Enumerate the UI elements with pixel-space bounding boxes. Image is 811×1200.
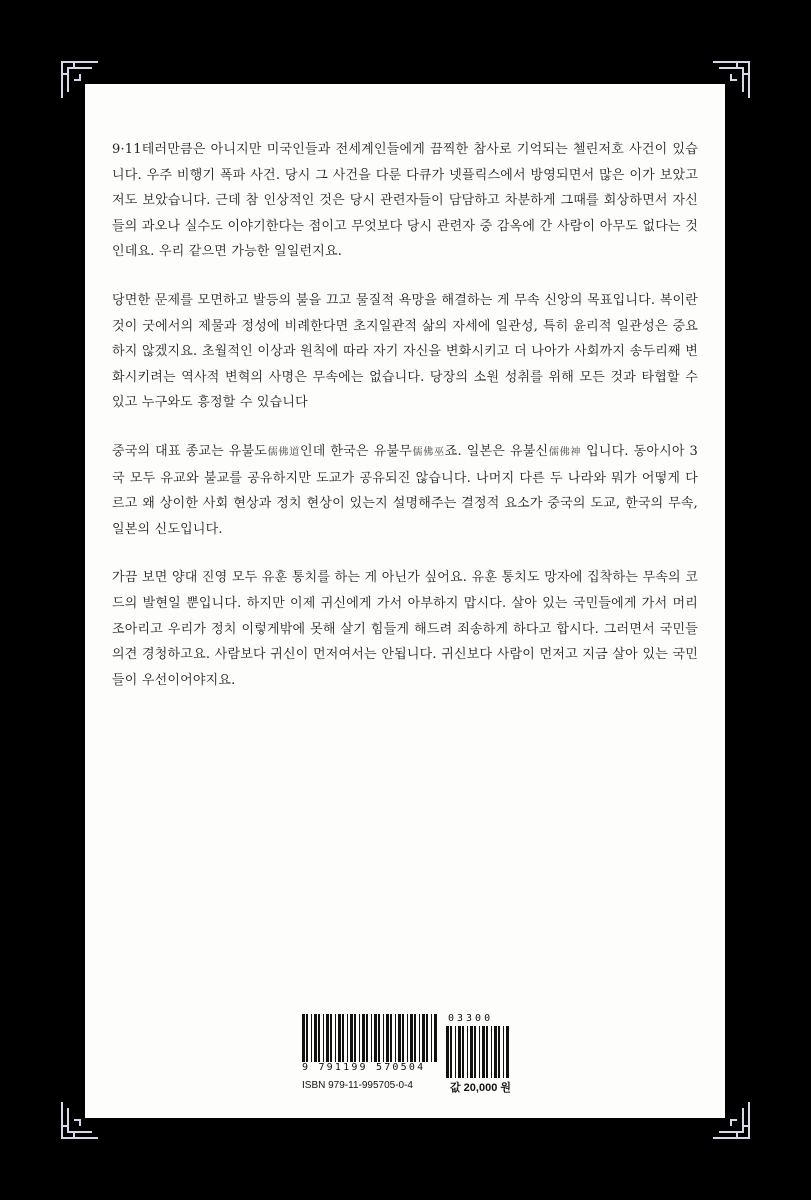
barcode-bar (434, 1014, 437, 1062)
barcode-digits: 9 791199 570504 (302, 1062, 426, 1073)
barcode-addon-digits: 03300 (448, 1013, 494, 1024)
corner-ornament-bottom-left-icon (60, 1100, 100, 1140)
barcode-bar (302, 1014, 305, 1062)
isbn-barcode (300, 1012, 530, 1092)
barcode-bar (306, 1014, 308, 1062)
barcode-bar (407, 1014, 408, 1062)
barcode-bar (431, 1014, 432, 1062)
corner-ornament-top-right-icon (711, 60, 751, 100)
barcode-bar (470, 1026, 473, 1078)
hanja-yubulsin: 儒佛神 (548, 446, 582, 458)
barcode-bar (462, 1026, 464, 1078)
barcode-bar (318, 1014, 320, 1062)
corner-ornament-top-left-icon (60, 60, 100, 100)
barcode-bar (467, 1026, 468, 1078)
barcode-bar (335, 1014, 336, 1062)
barcode-bar (374, 1014, 377, 1062)
barcode-bar (366, 1014, 368, 1062)
barcode-bar (342, 1014, 344, 1062)
barcode-bar (422, 1014, 425, 1062)
back-cover-text (112, 137, 698, 693)
paragraph-shamanism-goal: 당면한 문제를 모면하고 발등의 불을 끄고 물질적 욕망을 해결하는 게 무속 신앙의 목표입니다. 복이란 것이 굿에서의 제물과 정성에 비례한다면 초지일관적 삶의 자세에 일관성, 특히 윤리적 일관성은 중요하지 않겠지요. 초월적인 이상과 원칙에 따라 자기 자신을 변화시키고 더 나아가 사회까지 송두리째 변화시키려는 역사적 변혁의 사명은 무속에는 없습니다. 당장의 소원 성취를 위해 모든 것과 타협할 수 있고 누구와도 흥정할 수 있습니다 (112, 292, 698, 411)
barcode-bar (506, 1026, 509, 1078)
barcode-bar (383, 1014, 384, 1062)
barcode-bar (311, 1014, 312, 1062)
barcode-bar (390, 1014, 392, 1062)
paragraph-east-asia-religions (112, 439, 698, 542)
barcode-bar (350, 1014, 353, 1062)
barcode-bar (486, 1026, 488, 1078)
hanja-yubulmu: 儒佛巫 (411, 446, 445, 458)
barcode-bar (503, 1026, 504, 1078)
barcode-bar (482, 1026, 485, 1078)
barcode-bar (479, 1026, 480, 1078)
barcode-bar (359, 1014, 360, 1062)
barcode-bar (371, 1014, 372, 1062)
corner-ornament-bottom-right-icon (711, 1100, 751, 1140)
barcode-bar (450, 1026, 452, 1078)
barcode-bar (330, 1014, 332, 1062)
barcode-bar (326, 1014, 329, 1062)
barcode-bar (458, 1026, 461, 1078)
barcode-bar (386, 1014, 389, 1062)
paragraph-3-part-d: 입니다. 동아시아 3국 모두 유교와 불교를 공유하지만 도교가 공유되진 않습니다. 나머지 다른 두 나라와 뭐가 어떻게 다르고 왜 상이한 사회 현상과 정치 현상이 있는지 설명해주는 결정적 요소가 중국의 도교, 한국의 무속, 일본의 신도입니다. (112, 443, 698, 537)
barcode-bar (362, 1014, 365, 1062)
paragraph-3-part-b: 인데 한국은 유불무 (299, 443, 412, 459)
barcode-bar (446, 1026, 449, 1078)
barcode-bar (323, 1014, 324, 1062)
barcode-bar (395, 1014, 396, 1062)
barcode-bar (498, 1026, 500, 1078)
barcode-bar (414, 1014, 416, 1062)
paragraph-3-part-c: 죠. 일본은 유불신 (444, 443, 549, 459)
barcode-bar (354, 1014, 356, 1062)
paragraph-legacy-rule: 가끔 보면 양대 진영 모두 유훈 통치를 하는 게 아닌가 싶어요. 유훈 통치도 망자에 집착하는 무속의 코드의 발현일 뿐입니다. 하지만 이제 귀신에게 가서 아부하지 맙시다. 살아 있는 국민들에게 가서 머리 조아리고 우리가 정치 이렇게밖에 못해 살기 힘들게 해드려 죄송하게 하다고 합시다. 그러면서 국민들 의견 경청하고요. 사람보다 귀신이 먼저여서는 안됩니다. 귀신보다 사람이 먼저고 지금 살아 있는 국민들이 우선이어야지요. (112, 570, 698, 688)
barcode-bar (347, 1014, 348, 1062)
barcode-bar (410, 1014, 413, 1062)
barcode-bar (419, 1014, 420, 1062)
barcode-bar (474, 1026, 476, 1078)
barcode-bar (398, 1014, 401, 1062)
barcode-bar (494, 1026, 497, 1078)
paragraph-challenger: 9·11테러만큼은 아니지만 미국인들과 전세계인들에게 끔찍한 참사로 기억되는 첼린저호 사건이 있습니다. 우주 비행기 폭파 사건. 당시 그 사건을 다룬 다큐가 넷플릭스에서 방영되면서 많은 이가 보았고 저도 보았습니다. 근데 참 인상적인 것은 당시 관련자들이 담담하고 차분하게 그때를 회상하면서 자신들의 과오나 실수도 이야기한다는 점이고 무엇보다 당시 관련자 중 감옥에 간 사람이 아무도 없다는 것인데요. 우리 같으면 가능한 일일런지요. (112, 142, 698, 260)
isbn-number: ISBN 979-11-995705-0-4 (302, 1080, 413, 1091)
barcode-bar (455, 1026, 456, 1078)
barcode-bar (491, 1026, 492, 1078)
barcode-bar (338, 1014, 341, 1062)
barcode-bar (314, 1014, 317, 1062)
paragraph-3-part-a: 중국의 대표 종교는 유불도 (112, 443, 268, 459)
barcode-bar (378, 1014, 380, 1062)
barcode-bar (426, 1014, 428, 1062)
barcode-bar (402, 1014, 404, 1062)
price-label: 값 20,000 원 (450, 1082, 512, 1094)
hanja-yubuldo: 儒佛道 (267, 446, 300, 458)
